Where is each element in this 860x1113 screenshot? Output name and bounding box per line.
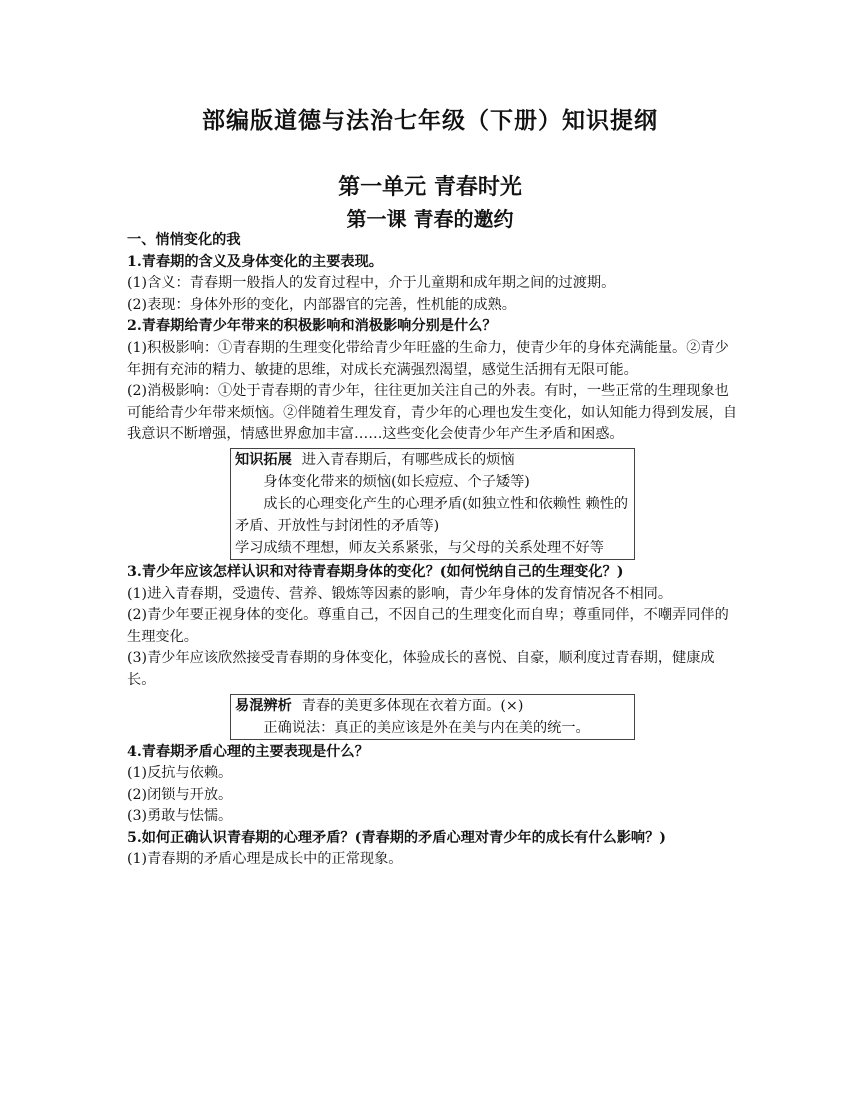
document-body: [127, 230, 739, 871]
answer-item: (2)闭锁与开放。: [127, 786, 233, 803]
answer-item: (2)表现：身体外形的变化，内部器官的完善，性机能的成熟。: [127, 296, 516, 313]
document-title: 部编版道德与法治七年级（下册）知识提纲: [202, 108, 658, 134]
question-heading: 3.青少年应该怎样认识和对待青春期身体的变化？(如何悦纳自己的生理变化？): [127, 563, 624, 580]
box-text: 青春的美更多体现在衣着方面。(×): [301, 697, 524, 714]
question-heading: 2.青春期给青少年带来的积极影响和消极影响分别是什么？: [127, 318, 497, 335]
answer-item: (1)进入青春期，受遗传、营养、锻炼等因素的影响，青少年身体的发育情况各不相同。: [127, 585, 673, 602]
answer-item: (1)青春期的矛盾心理是成长中的正常现象。: [127, 851, 403, 868]
section-heading: 一、悄悄变化的我: [127, 232, 241, 248]
box-line: 成长的心理变化产生的心理矛盾(如独立性和依赖性 赖性的矛盾、开放性与封闭性的矛盾等): [235, 495, 629, 534]
answer-item: (1)反抗与依赖。: [127, 765, 233, 782]
question-heading: 1.青春期的含义及身体变化的主要表现。: [127, 253, 383, 270]
knowledge-extension-box: [230, 448, 635, 560]
lesson-heading: 第一课 青春的邀约: [346, 207, 514, 231]
box-line: 身体变化带来的烦恼(如长痘痘、个子矮等): [263, 473, 530, 490]
unit-heading: 第一单元 青春时光: [338, 175, 522, 200]
question-heading: 5.如何正确认识青春期的心理矛盾？(青春期的矛盾心理对青少年的成长有什么影响？): [127, 829, 666, 846]
box-label: 易混辨析: [235, 697, 292, 714]
answer-item: (3)勇敢与怯懦。: [127, 808, 233, 825]
answer-item: (2)青少年要正视身体的变化。尊重自己，不因自己的生理变化而自卑；尊重同伴，不嘲弄同伴的生理变化。: [127, 607, 729, 645]
box-text: 进入青春期后，有哪些成长的烦恼: [301, 451, 515, 468]
box-line: 正确说法：真正的美应该是外在美与内在美的统一。: [263, 719, 590, 736]
answer-item: (1)含义：青春期一般指人的发育过程中，介于儿童期和成年期之间的过渡期。: [127, 275, 616, 292]
answer-item: (3)青少年应该欣然接受青春期的身体变化，体验成长的喜悦、自豪，顺利度过青春期，健康成长。: [127, 650, 715, 688]
confusion-analysis-box: [230, 694, 635, 740]
answer-item: (1)积极影响：①青春期的生理变化带给青少年旺盛的生命力，使青少年的身体充满能量。②青少年拥有充沛的精力、敏捷的思维，对成长充满强烈渴望，感觉生活拥有无限可能。: [127, 339, 729, 378]
box-line: 学习成绩不理想，师友关系紧张，与父母的关系处理不好等: [235, 539, 604, 556]
answer-item: (2)消极影响：①处于青春期的青少年，往往更加关注自己的外表。有时，一些正常的生理现象也可能给青少年带来烦恼。②伴随着生理发育，青少年的心理也发生变化，如认知能力得到发展，自我意识不断增强，情感世界愈加丰富……这些变化会使青少年产生矛盾和困惑。: [127, 383, 738, 443]
question-heading: 4.青春期矛盾心理的主要表现是什么？: [127, 743, 369, 760]
box-label: 知识拓展: [235, 451, 292, 468]
